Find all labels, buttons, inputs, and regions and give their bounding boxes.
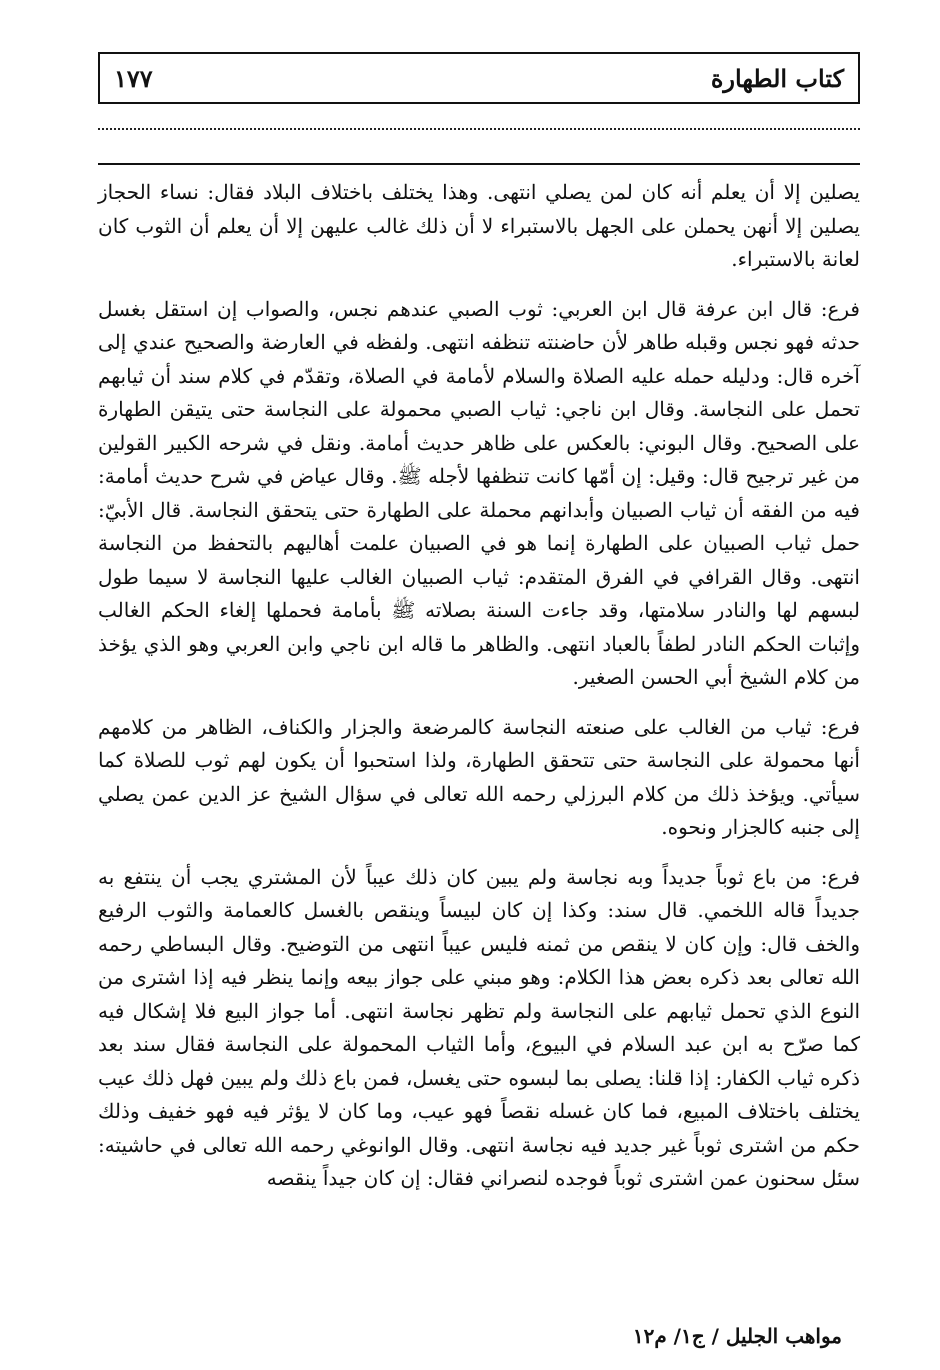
running-header: [98, 52, 860, 104]
page-footer: مواهب الجليل / ج١/ م١٢: [632, 1324, 842, 1348]
paragraph: فرع: ثياب من الغالب على صنعته النجاسة كالمرضعة والجزار والكناف، الظاهر من كلامهم أنها محمولة على النجاسة حتى تتحقق الطهارة، ولذا استحبوا أن يكون لهم ثوب للصلاة كما سيأتي. ويؤخذ ذلك من كلام البرزلي رحمه الله تعالى في سؤال الشيخ عز الدين عمن يصلي إلى جنبه كالجزار ونحوه.: [98, 714, 860, 839]
paragraph: فرع: قال ابن عرفة قال ابن العربي: ثوب الصبي عندهم نجس، والصواب إن استقل بغسل حدثه فهو نجس وقبله طاهر لأن حاضنته تنظفه انتهى. ولفظه في العارضة والصحيح عندي إلى آخره قال: ودليله حمله عليه الصلاة والسلام لأمامة في الصلاة، وتقدّم في كلام سند أن ثيابهم تحمل على النجاسة. وقال ابن ناجي: ثياب الصبي محمولة على النجاسة حتى يتيقن الطهارة على الصحيح. وقال البوني: بالعكس على ظاهر حديث أمامة. ونقل في شرحه الكبير القولين من غير ترجيح قال: وقيل: إن أمّها كانت تنظفها لأجله ﷺ. وقال عياض في شرح حديث أمامة: فيه من الفقه أن ثياب الصبيان وأبدانهم محملة على الطهارة حتى يتحقق النجاسة. قال الأبيّ: حمل ثياب الصبيان على الطهارة إنما هو في الصبيان علمت أهاليهم بالتحفظ من النجاسة انتهى. وقال القرافي في الفرق المتقدم: ثياب الصبيان الغالب عليها النجاسة لا سيما طول لبسهم لها والنادر سلامتها، وقد جاءت السنة بصلاته ﷺ بأمامة فحملها إلغاء الحكم الغالب وإثبات الحكم النادر لطفاً بالعباد انتهى. والظاهر ما قاله ابن ناجي وابن العربي وهو الذي يؤخذ من كلام الشيخ أبي الحسن الصغير.: [98, 296, 861, 689]
paragraph: يصلين إلا أن يعلم أنه كان لمن يصلي انتهى. وهذا يختلف باختلاف البلاد فقال: نساء الحجاز يصلين إلا أنهن يحملن على الجهل بالاستبراء لا أن ذلك غالب عليهن إلا أن يعلم أن الثوب كان لعانة بالاستبراء.: [98, 180, 860, 271]
dotted-divider: [98, 118, 860, 130]
page-number: ١٧٧: [114, 64, 153, 93]
main-text: [98, 176, 860, 1196]
paragraph: فرع: من باع ثوباً جديداً وبه نجاسة ولم يبين كان ذلك عيباً لأن المشتري يجب أن ينتفع به جديداً قاله اللخمي. قال سند: وكذا إن كان لبيساً وينقص بالغسل كالعمامة والثوب الرفيع والخف قال: وإن كان لا ينقص من ثمنه فليس عيباً انتهى من التوضيح. وقال البساطي رحمه الله تعالى بعد ذكره بعض هذا الكلام: وهو مبني على جواز بيعه وإنما ينظر فيه إذا اشترى من النوع الذي تحمل ثيابهم على النجاسة ولم تظهر نجاسة انتهى. أما جواز البيع فلا إشكال فيه كما صرّح به ابن عبد السلام في البيوع، وأما الثياب المحمولة على النجاسة فقال سند بعد ذكره ثياب الكفار: إذا قلنا: يصلى بما لبسوه حتى يغسل، فمن باع ذلك ولم يبين فهل ذلك عيب يختلف باختلاف المبيع، فما كان غسله نقصاً فهو عيب، وما كان لا يؤثر فيه فهو خفيف وذلك حكم من اشترى ثوباً غير جديد فيه نجاسة انتهى. وقال الوانوغي رحمه الله تعالى في حاشيته: سئل سحنون عمن اشترى ثوباً فوجده لنصراني فقال: إن كان جيداً ينقصه: [98, 864, 861, 1190]
book-section-title: كتاب الطهارة: [710, 64, 844, 93]
horizontal-rule: [98, 163, 860, 165]
